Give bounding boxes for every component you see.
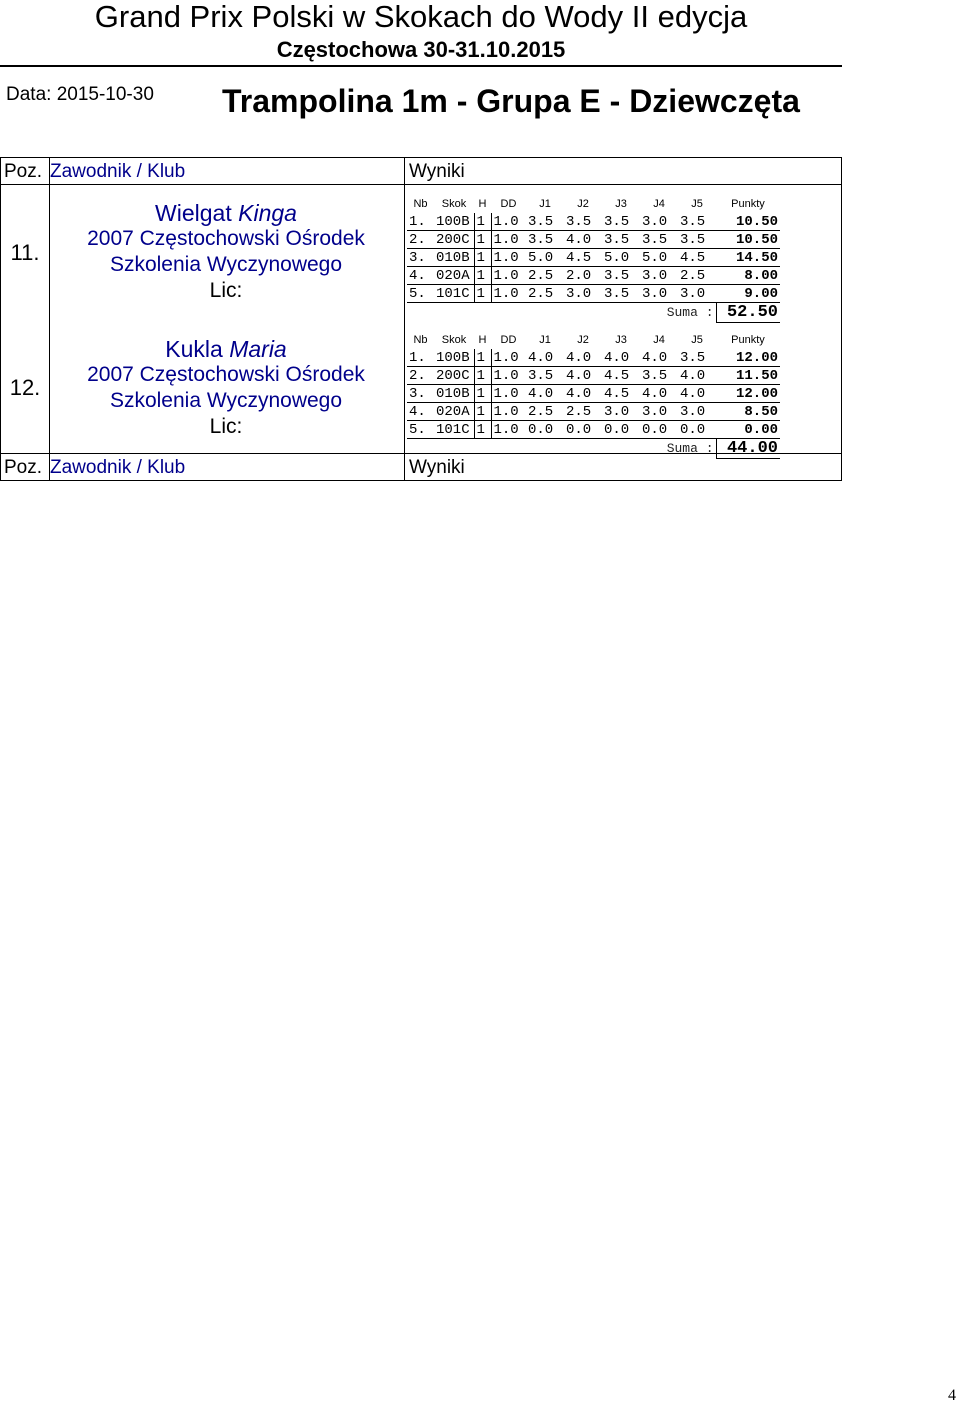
- athlete-surname: Kukla: [165, 336, 223, 362]
- dive-cell-j3: 0.0: [602, 421, 640, 439]
- dive-row: [407, 231, 780, 249]
- result-column-header: J5: [691, 334, 703, 346]
- dive-cell-nb: 1.: [407, 213, 434, 231]
- dive-cell-punkty: 10.50: [716, 231, 780, 249]
- result-column-header: J2: [577, 198, 589, 210]
- dive-results-table: [407, 195, 780, 323]
- dive-cell-nb: 4.: [407, 267, 434, 285]
- dive-cell-j5: 4.0: [678, 385, 716, 403]
- result-column-header: H: [478, 198, 487, 210]
- dive-cell-j5: 4.5: [678, 249, 716, 267]
- header-zawodnik: Zawodnik / Klub: [50, 457, 186, 478]
- dive-cell-j3: 5.0: [602, 249, 640, 267]
- dive-cell-j4: 4.0: [640, 385, 678, 403]
- dive-cell-nb: 5.: [407, 285, 434, 303]
- dive-results-table: [407, 331, 780, 459]
- athlete-club-line2: Szkolenia Wyczynowego: [109, 389, 343, 412]
- result-column-header: J3: [615, 334, 627, 346]
- dive-cell-j1: 3.5: [526, 231, 564, 249]
- dive-cell-skok: 100B: [434, 349, 474, 367]
- result-column-header: J1: [539, 334, 551, 346]
- dive-cell-j1: 2.5: [526, 403, 564, 421]
- dive-cell-punkty: 8.00: [716, 267, 780, 285]
- athlete-entry: [50, 336, 402, 440]
- dive-cell-j3: 3.5: [602, 267, 640, 285]
- dive-cell-j4: 3.0: [640, 267, 678, 285]
- athlete-club-line1: 2007 Częstochowski Ośrodek: [87, 227, 365, 250]
- dive-row: [407, 213, 780, 231]
- dive-cell-j3: 3.0: [602, 403, 640, 421]
- dive-cell-h: 1: [474, 385, 491, 403]
- dive-cell-h: 1: [474, 267, 491, 285]
- dive-cell-j1: 2.5: [526, 267, 564, 285]
- dive-cell-j2: 4.0: [564, 385, 602, 403]
- result-column-header: H: [478, 334, 487, 346]
- result-column-header: J4: [653, 198, 665, 210]
- dive-cell-punkty: 8.50: [716, 403, 780, 421]
- header-poz: Poz.: [4, 457, 43, 478]
- dive-cell-nb: 2.: [407, 231, 434, 249]
- dive-cell-j5: 0.0: [678, 421, 716, 439]
- result-column-header: Nb: [413, 334, 428, 346]
- dive-cell-j4: 3.5: [640, 231, 678, 249]
- dive-cell-punkty: 12.00: [716, 349, 780, 367]
- dive-cell-j3: 4.0: [602, 349, 640, 367]
- column-divider: [404, 157, 405, 480]
- dive-cell-h: 1: [474, 231, 491, 249]
- dive-cell-skok: 020A: [434, 267, 474, 285]
- dive-cell-j5: 3.0: [678, 285, 716, 303]
- athlete-licence: Lic:: [209, 415, 243, 438]
- dive-cell-skok: 100B: [434, 213, 474, 231]
- dive-cell-skok: 101C: [434, 285, 474, 303]
- header-poz: Poz.: [4, 161, 43, 182]
- dive-cell-nb: 2.: [407, 367, 434, 385]
- dive-cell-skok: 200C: [434, 367, 474, 385]
- dive-cell-punkty: 9.00: [716, 285, 780, 303]
- dive-cell-h: 1: [474, 349, 491, 367]
- dive-cell-punkty: 12.00: [716, 385, 780, 403]
- athlete-place: 11.: [10, 240, 40, 265]
- dive-cell-j2: 4.0: [564, 231, 602, 249]
- dive-row: [407, 385, 780, 403]
- dive-cell-j4: 3.0: [640, 403, 678, 421]
- dive-cell-skok: 010B: [434, 249, 474, 267]
- dive-cell-j5: 4.0: [678, 367, 716, 385]
- sum-total: 44.00: [716, 439, 780, 459]
- dive-cell-dd: 1.0: [491, 249, 526, 267]
- dive-cell-j3: 4.5: [602, 367, 640, 385]
- dive-cell-dd: 1.0: [491, 267, 526, 285]
- dive-row: [407, 267, 780, 285]
- athlete-club-line2: Szkolenia Wyczynowego: [109, 253, 343, 276]
- dive-cell-j5: 2.5: [678, 267, 716, 285]
- athlete-name: [50, 200, 402, 226]
- dive-cell-j3: 3.5: [602, 213, 640, 231]
- athlete-entry: [50, 200, 402, 304]
- report-date: Data: 2015-10-30: [6, 84, 154, 105]
- dive-cell-j3: 4.5: [602, 385, 640, 403]
- sum-label: Suma :: [666, 305, 714, 321]
- dive-cell-dd: 1.0: [491, 285, 526, 303]
- athlete-firstname: Maria: [229, 336, 287, 362]
- dive-cell-j2: 4.0: [564, 367, 602, 385]
- dive-cell-nb: 3.: [407, 385, 434, 403]
- dive-cell-j2: 0.0: [564, 421, 602, 439]
- result-column-header: Punkty: [731, 334, 765, 346]
- results-header-bottom: [0, 453, 842, 481]
- dive-row: [407, 403, 780, 421]
- dive-cell-j3: 3.5: [602, 285, 640, 303]
- dive-cell-h: 1: [474, 403, 491, 421]
- dive-cell-h: 1: [474, 367, 491, 385]
- dive-cell-j5: 3.5: [678, 349, 716, 367]
- dive-cell-punkty: 14.50: [716, 249, 780, 267]
- dive-cell-punkty: 11.50: [716, 367, 780, 385]
- athlete-surname: Wielgat: [155, 200, 232, 226]
- dive-cell-dd: 1.0: [491, 231, 526, 249]
- result-column-header: Nb: [413, 198, 428, 210]
- dive-cell-j2: 4.5: [564, 249, 602, 267]
- dive-cell-nb: 3.: [407, 249, 434, 267]
- dive-cell-j2: 3.0: [564, 285, 602, 303]
- dive-cell-j2: 3.5: [564, 213, 602, 231]
- dive-cell-j4: 4.0: [640, 349, 678, 367]
- athlete-place: 12.: [9, 375, 41, 400]
- competition-title: Grand Prix Polski w Skokach do Wody II edycja: [94, 0, 748, 34]
- result-column-header: Skok: [441, 198, 467, 210]
- dive-cell-nb: 5.: [407, 421, 434, 439]
- dive-cell-j1: 4.0: [526, 385, 564, 403]
- dive-cell-skok: 010B: [434, 385, 474, 403]
- dive-cell-j3: 3.5: [602, 231, 640, 249]
- dive-cell-dd: 1.0: [491, 213, 526, 231]
- result-column-header: DD: [500, 334, 517, 346]
- dive-cell-j4: 3.0: [640, 285, 678, 303]
- dive-cell-dd: 1.0: [491, 385, 526, 403]
- results-header-top: [0, 157, 842, 185]
- header-zawodnik: Zawodnik / Klub: [50, 161, 186, 182]
- dive-cell-j2: 2.0: [564, 267, 602, 285]
- dive-cell-j1: 5.0: [526, 249, 564, 267]
- dive-cell-j4: 3.0: [640, 213, 678, 231]
- result-column-header: J2: [577, 334, 589, 346]
- dive-cell-j1: 3.5: [526, 367, 564, 385]
- dive-row: [407, 421, 780, 439]
- dive-row: [407, 367, 780, 385]
- dive-row: [407, 349, 780, 367]
- dive-cell-nb: 1.: [407, 349, 434, 367]
- dive-cell-punkty: 10.50: [716, 213, 780, 231]
- dive-cell-skok: 020A: [434, 403, 474, 421]
- dive-row: [407, 285, 780, 303]
- dive-cell-j4: 5.0: [640, 249, 678, 267]
- sum-total: 52.50: [716, 303, 780, 323]
- sum-label: Suma :: [666, 441, 714, 457]
- result-column-header: Punkty: [731, 198, 765, 210]
- dive-cell-dd: 1.0: [491, 367, 526, 385]
- dive-cell-skok: 200C: [434, 231, 474, 249]
- dive-cell-h: 1: [474, 421, 491, 439]
- dive-cell-h: 1: [474, 285, 491, 303]
- header-wyniki: Wyniki: [409, 161, 465, 182]
- dive-cell-j1: 2.5: [526, 285, 564, 303]
- athlete-firstname: Kinga: [238, 200, 297, 226]
- dive-cell-j4: 0.0: [640, 421, 678, 439]
- dive-cell-h: 1: [474, 213, 491, 231]
- dive-cell-dd: 1.0: [491, 403, 526, 421]
- dive-cell-j2: 4.0: [564, 349, 602, 367]
- athlete-name: [50, 336, 402, 362]
- dive-row: [407, 249, 780, 267]
- dive-cell-j5: 3.5: [678, 231, 716, 249]
- event-title: Trampolina 1m - Grupa E - Dziewczęta: [222, 83, 800, 119]
- athlete-licence: Lic:: [209, 279, 243, 302]
- title-divider: [0, 65, 842, 67]
- dive-cell-j5: 3.5: [678, 213, 716, 231]
- page-number: 4: [948, 1387, 956, 1404]
- result-column-header: J5: [691, 198, 703, 210]
- header-wyniki: Wyniki: [409, 457, 465, 478]
- dive-cell-j4: 3.5: [640, 367, 678, 385]
- dive-cell-skok: 101C: [434, 421, 474, 439]
- result-column-header: Skok: [441, 334, 467, 346]
- dive-cell-j1: 0.0: [526, 421, 564, 439]
- dive-cell-dd: 1.0: [491, 349, 526, 367]
- dive-cell-j1: 3.5: [526, 213, 564, 231]
- result-column-header: J3: [615, 198, 627, 210]
- dive-cell-nb: 4.: [407, 403, 434, 421]
- result-column-header: J1: [539, 198, 551, 210]
- athlete-club-line1: 2007 Częstochowski Ośrodek: [87, 363, 365, 386]
- dive-cell-j5: 3.0: [678, 403, 716, 421]
- dive-cell-dd: 1.0: [491, 421, 526, 439]
- dive-cell-punkty: 0.00: [716, 421, 780, 439]
- competition-venue-date: Częstochowa 30-31.10.2015: [276, 37, 566, 62]
- dive-cell-h: 1: [474, 249, 491, 267]
- dive-cell-j1: 4.0: [526, 349, 564, 367]
- result-column-header: J4: [653, 334, 665, 346]
- result-column-header: DD: [500, 198, 517, 210]
- dive-cell-j2: 2.5: [564, 403, 602, 421]
